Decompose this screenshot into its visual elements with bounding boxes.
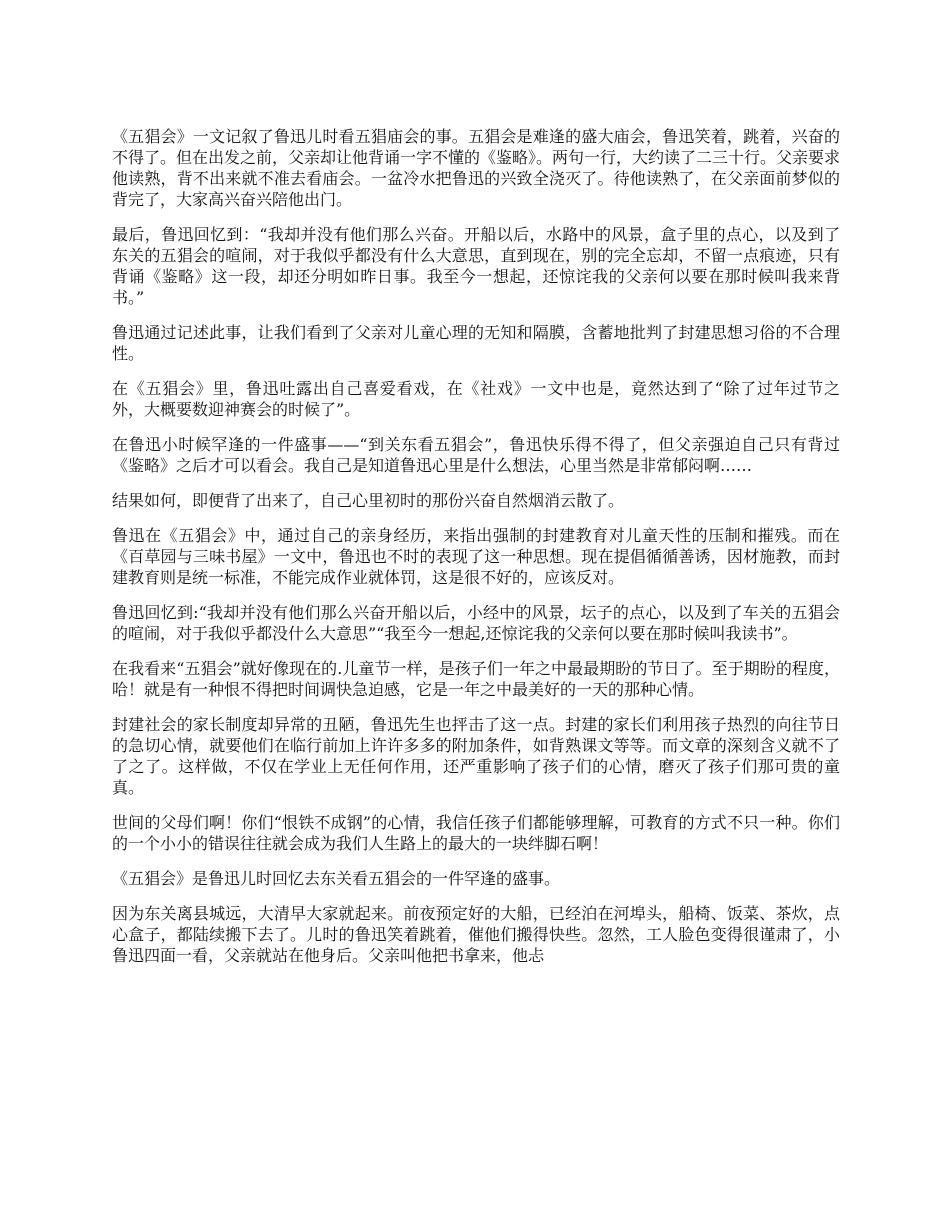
paragraph-1: 《五猖会》一文记叙了鲁迅儿时看五猖庙会的事。五猖会是难逢的盛大庙会，鲁迅笑着，跳着，兴奋的不得了。但在出发之前，父亲却让他背诵一字不懂的《鉴略》。两句一行，大约读了二三十行。父亲要求他读熟，背不出来就不准去看庙会。一盆冷水把鲁迅的兴致全浇灭了。待他读熟了，在父亲面前梦似的背完了，大家高兴奋兴陪他出门。 xyxy=(112,127,841,209)
paragraph-11: 世间的父母们啊！你们“恨铁不成钢”的心情，我信任孩子们都能够理解，可教育的方式不只一种。你们的一个小小的错误往往就会成为我们人生路上的最大的一块绊脚石啊！ xyxy=(112,813,840,853)
paragraph-2: 最后，鲁迅回忆到：“我却并没有他们那么兴奋。开船以后，水路中的风景，盒子里的点心，以及到了东关的五猖会的喧闹，对于我似乎都没有什么大意思，直到现在，别的完全忘却，不留一点痕迹，只有背诵《鉴略》这一段，却还分明如昨日事。我至今一想起，还惊诧我的父亲何以要在那时候叫我来背书。” xyxy=(112,225,840,307)
paragraph-12: 《五猖会》是鲁迅儿时回忆去东关看五猖会的一件罕逢的盛事。 xyxy=(112,869,561,888)
paragraph-4: 在《五猖会》里，鲁迅吐露出自己喜爱看戏，在《社戏》一文中也是，竟然达到了“除了过年过节之外，大概要数迎神赛会的时候了”。 xyxy=(112,379,840,419)
paragraph-3: 鲁迅通过记述此事，让我们看到了父亲对儿童心理的无知和隔膜，含蓄地批判了封建思想习俗的不合理性。 xyxy=(112,323,840,363)
paragraph-10: 封建社会的家长制度却异常的丑陋，鲁迅先生也抨击了这一点。封建的家长们利用孩子热烈的向往节日的急切心情，就要他们在临行前加上许许多多的附加条件，如背熟课文等等。而文章的深刻含义就不了了之了。这样做，不仅在学业上无任何作用，还严重影响了孩子们的心情，磨灭了孩子们那可贵的童真。 xyxy=(112,715,840,797)
paragraph-8: 鲁迅回忆到:“我却并没有他们那么兴奋开船以后，小经中的风景，坛子的点心，以及到了车关的五猖会的喧闹，对于我似乎都没什么大意思”“我至今一想起,还惊诧我的父亲何以要在那时候叫我读书”。 xyxy=(112,603,840,643)
document-body xyxy=(112,126,840,980)
paragraph-6: 结果如何，即便背了出来了，自己心里初时的那份兴奋自然烟消云散了。 xyxy=(112,491,625,510)
paragraph-9: 在我看来“五猖会”就好像现在的.儿童节一样，是孩子们一年之中最最期盼的节日了。至于期盼的程度，哈！就是有一种恨不得把时间调快急迫感，它是一年之中最美好的一天的那种心情。 xyxy=(112,659,840,699)
paragraph-5: 在鲁迅小时候罕逢的一件盛事——“到关东看五猖会”，鲁迅快乐得不得了，但父亲强迫自己只有背过《鉴略》之后才可以看会。我自己是知道鲁迅心里是什么想法，心里当然是非常郁闷啊…… xyxy=(112,435,840,475)
paragraph-13: 因为东关离县城远，大清早大家就起来。前夜预定好的大船，已经泊在河埠头，船椅、饭菜、茶炊，点心盒子，都陆续搬下去了。儿时的鲁迅笑着跳着，催他们搬得快些。忽然，工人脸色变得很谨肃了，小鲁迅四面一看，父亲就站在他身后。父亲叫他把书拿来，他忐 xyxy=(112,904,840,965)
paragraph-7: 鲁迅在《五猖会》中，通过自己的亲身经历，来指出强制的封建教育对儿童天性的压制和摧残。而在《百草园与三味书屋》一文中，鲁迅也不时的表现了这一种思想。现在提倡循循善诱，因材施教，而封建教育则是统一标准，不能完成作业就体罚，这是很不好的，应该反对。 xyxy=(112,526,840,587)
